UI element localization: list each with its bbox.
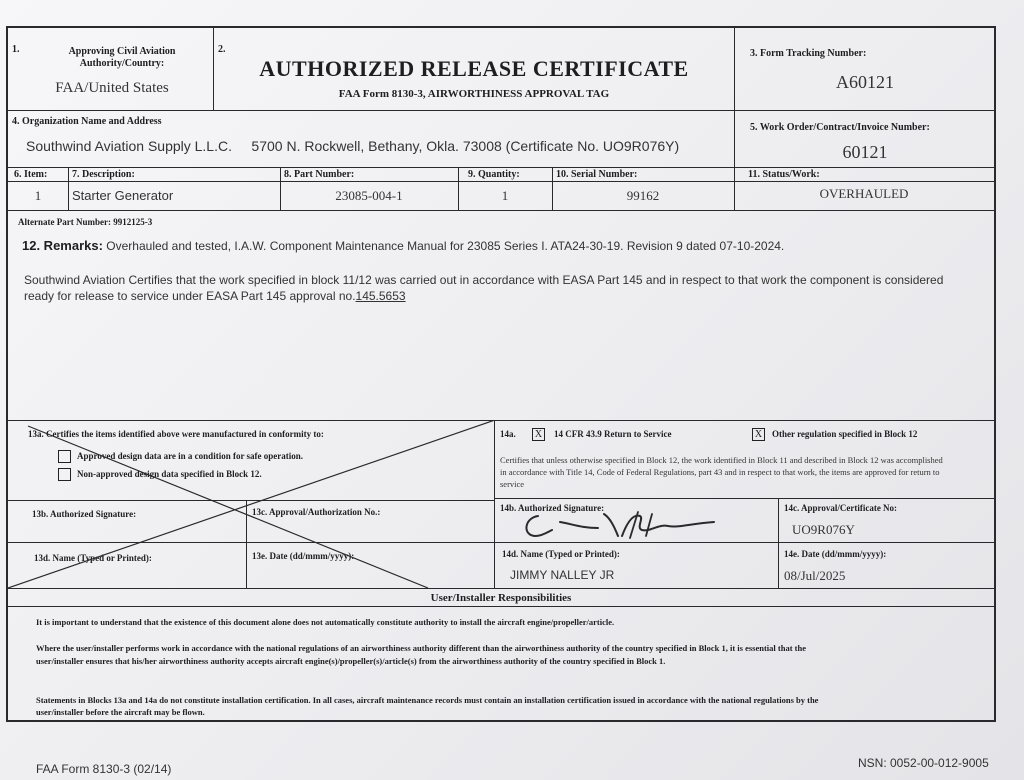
serial-number-header: 10. Serial Number: [556,169,638,180]
nsn-footer: NSN: 0052-00-012-9005 [858,756,989,770]
remarks-line [22,238,982,253]
block-14c-label: 14c. Approval/Certificate No: [784,503,898,513]
rule-v-item [68,167,69,210]
authority-country-value: FAA/United States [55,80,169,96]
block-14a-statement: Certifies that unless otherwise specified in Block 12, the work identified in Block 11 and described in Block 12 was accomplished in accordance with Title 14, Code of Federal Regulations, part 43 and in respect to that work, the items are approved for return to service [500,455,943,489]
block-13a-option-1: Approved design data are in a condition for safe operation. [58,450,303,463]
other-regulation-label: Other regulation specified in Block 12 [772,429,918,439]
rule-v-b3 [734,28,735,210]
block-13-void-cross [8,420,495,588]
item-serial-number: 99162 [626,188,660,203]
remarks-text: Overhauled and tested, I.A.W. Component Maintenance Manual for 23085 Series I. ATA24-30-19. Revision 9 dated 07-10-2024. [106,239,785,253]
rule-14a [494,498,994,499]
approval-certificate-number: UO9R076Y [792,522,855,537]
block-14e-label: 14e. Date (dd/mmm/yyyy): [784,549,887,559]
form-tracking-label: 3. Form Tracking Number: [750,48,867,59]
authorized-signature [518,508,718,544]
item-status: OVERHAULED [819,186,909,201]
responsibilities-title: User/Installer Responsibilities [430,592,572,604]
block-13a-label: 13a. Certifies the items identified above were manufactured in conformity to: [28,429,324,439]
block-13b-label: 13b. Authorized Signature: [32,509,137,519]
block-14a [500,424,990,496]
block-14d-label: 14d. Name (Typed or Printed): [502,549,620,559]
status-header: 11. Status/Work: [748,169,820,180]
block-14b-label: 14b. Authorized Signature: [500,503,605,513]
block-14a-label: 14a. [500,429,516,439]
rule-row2 [8,167,994,168]
form-8130-3 [6,26,996,722]
signature-date: 08/Jul/2025 [784,568,846,583]
return-to-service-checkbox[interactable]: X [532,428,545,441]
responsibilities-paragraph-2: Where the user/installer performs work in accordance with the national regulations of an airworthiness authority different than the airworthiness authority of the country specified in Block 1, it is essential that the user/installer ensures that his/her airworthiness authority accepts aircraft engine(s)/propeller(s)/article(s) from the airworthiness authority of the country specified in Block 1. [36,643,806,666]
item-part-number: 23085-004-1 [335,188,403,203]
block-1-label: Approving Civil Aviation Authority/Country: [68,46,176,69]
responsibilities-paragraph-3: Statements in Blocks 13a and 14a do not constitute installation certification. In all cases, aircraft maintenance records must contain an installation certification issued in accordance with the national regulations by the user/installer before the aircraft may be flown. [36,695,819,717]
part-number-header: 8. Part Number: [284,169,355,180]
other-regulation-checkbox[interactable]: X [752,428,765,441]
block-2 [216,42,732,108]
rule-name-row [8,588,994,589]
rule-row1 [8,110,994,111]
responsibilities-paragraph-1: It is important to understand that the existence of this document alone does not automatically constitute authority to install the aircraft engine/propeller/article. [36,617,615,627]
remarks-label: 12. Remarks: [22,238,103,253]
certificate-subtitle: FAA Form 8130-3, AIRWORTHINESS APPROVAL TAG [338,88,610,100]
rule-items-header [8,181,994,182]
rule-v-b1 [213,28,214,110]
block-1 [12,44,212,108]
work-order-number: 60121 [842,142,888,162]
block-13e-label: 13e. Date (dd/mmm/yyyy): [252,551,355,561]
block-13d-label: 13d. Name (Typed or Printed): [34,553,152,563]
remarks-paragraph-text: Southwind Aviation Certifies that the work specified in block 11/12 was carried out in accordance with EASA Part 145 and in respect to that work the component is considered ready for release to service under EASA Part 145 approval no. [24,273,944,303]
block-3 [738,44,992,108]
work-order-label: 5. Work Order/Contract/Invoice Number: [750,122,930,133]
certificate-title: AUTHORIZED RELEASE CERTIFICATE [259,56,689,81]
signer-name: JIMMY NALLEY JR [510,568,615,582]
block-5 [738,116,992,166]
block-4 [12,116,732,166]
block-13c-label: 13c. Approval/Authorization No.: [252,507,381,517]
organization-value: Southwind Aviation Supply L.L.C. 5700 N. Rockwell, Bethany, Okla. 73008 (Certificate No. UO9R076Y) [26,138,680,154]
remarks-approval-number: 145.5653 [355,289,406,303]
form-tracking-number: A60121 [836,72,894,92]
rule-resp-title [8,606,994,607]
description-header: 7. Description: [72,169,135,180]
remarks-paragraph [24,272,954,304]
block-2-number: 2. [218,44,226,55]
form-id-footer: FAA Form 8130-3 (02/14) [36,762,172,776]
return-to-service-label: 14 CFR 43.9 Return to Service [554,429,672,439]
alternate-part-number: Alternate Part Number: 9912125-3 [18,217,153,227]
item-number: 1 [34,188,42,203]
block-13a-option-2: Non-approved design data specified in Block 12. [58,468,262,481]
rule-v-14bc [778,498,779,588]
quantity-header: 9. Quantity: [468,169,520,180]
block-1-number: 1. [12,44,20,55]
rule-items-row [8,210,994,211]
organization-label: 4. Organization Name and Address [12,116,162,127]
item-header: 6. Item: [14,169,48,180]
item-quantity: 1 [501,188,509,203]
item-description: Starter Generator [72,188,174,203]
